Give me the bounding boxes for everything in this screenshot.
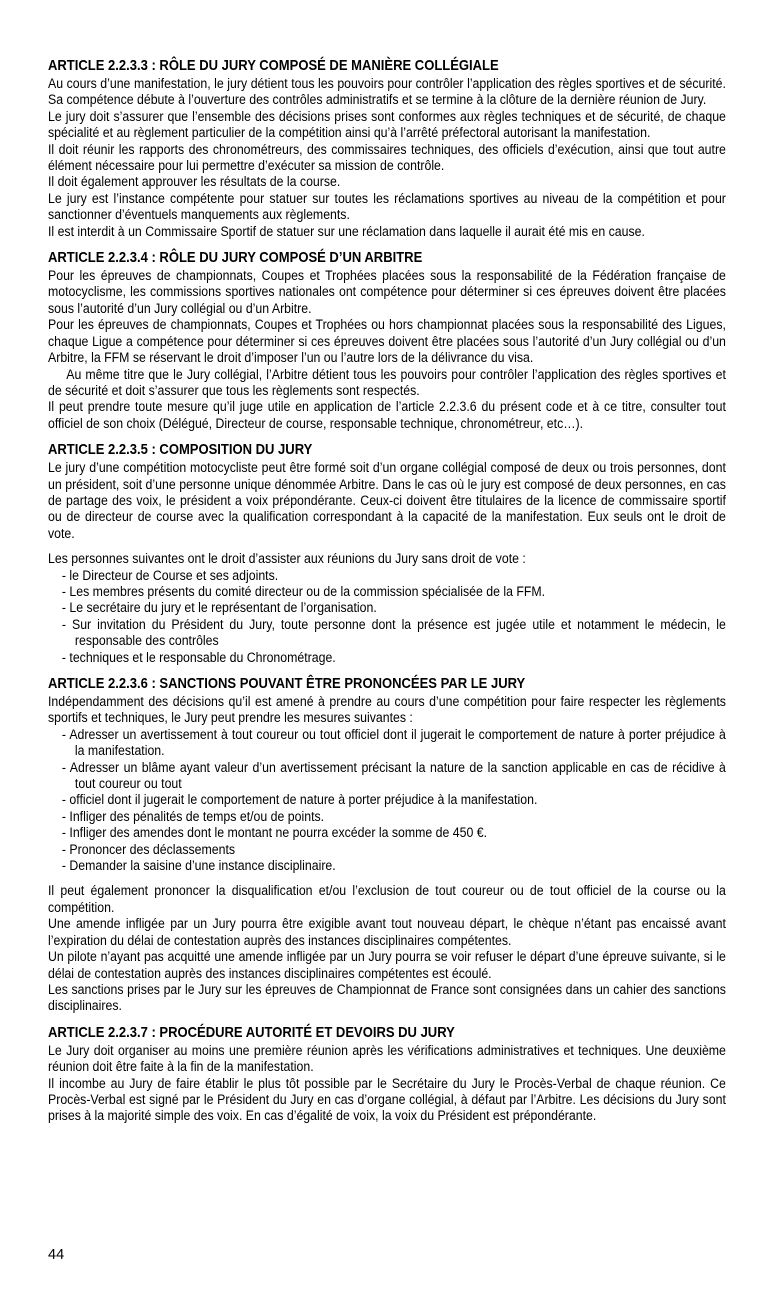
paragraph: Au cours d’une manifestation, le jury détient tous les pouvoirs pour contrôler l’application des règles sportives et de sécurité. Sa compétence débute à l’ouverture des contrôles administratifs et se termine à la clôture de la dernière réunion de Jury. — [48, 76, 726, 109]
article-heading: ARTICLE 2.2.3.6 : SANCTIONS POUVANT ÊTRE PRONONCÉES PAR LE JURY — [48, 675, 526, 692]
list-item: - Infliger des pénalités de temps et/ou de points. — [61, 808, 325, 825]
paragraph: Indépendamment des décisions qu’il est amené à prendre au cours d’une compétition pour faire respecter les règlements sportifs et techniques, le Jury peut prendre les mesures suivantes : — [48, 694, 726, 727]
article-section — [48, 675, 726, 1015]
paragraph: Il incombe au Jury de faire établir le plus tôt possible par le Secrétaire du Jury le Procès-Verbal de chaque réunion. Ce Procès-Verbal est signé par le Président du Jury en cas d’organe collégial, à défaut par l’Arbitre. Les décisions du Jury sont prises à la majorité simple des voix. En cas d’égalité de voix, la voix du Président est prépondérante. — [48, 1075, 726, 1125]
paragraph: Le jury d’une compétition motocycliste peut être formé soit d’un organe collégial composé de deux ou trois personnes, dont un président, soit d’une personne unique dénommée Arbitre. Dans le cas où le jury est composé de deux personnes, en cas de partage des voix, le président a voix prépondérante. Ceux-ci doivent être titulaires de la licence de commissaire sportif ou de directeur de course avec la qualification correspondant à la capacité de la manifestation. Eux seuls ont le droit de vote. — [48, 460, 726, 542]
list-item: - techniques et le responsable du Chronométrage. — [61, 649, 336, 666]
list-item: - le Directeur de Course et ses adjoints. — [61, 567, 279, 584]
article-heading: ARTICLE 2.2.3.4 : RÔLE DU JURY COMPOSÉ D’UN ARBITRE — [48, 249, 423, 267]
paragraph: Il est interdit à un Commissaire Sportif de statuer sur une réclamation dans laquelle il aurait été mis en cause. — [48, 223, 645, 240]
list-item: - officiel dont il jugerait le comportement de nature à porter préjudice à la manifestation. — [61, 792, 538, 809]
list-item: - Les membres présents du comité directeur ou de la commission spécialisée de la FFM. — [61, 583, 546, 600]
paragraph: Une amende infligée par un Jury pourra être exigible avant tout nouveau départ, le chèque n’étant pas encaissé avant l’expiration du délai de contestation auprès des instances disciplinaires compétentes. — [48, 916, 726, 949]
list-item: - Le secrétaire du jury et le représentant de l’organisation. — [61, 600, 377, 617]
paragraph: Pour les épreuves de championnats, Coupes et Trophées placées sous la responsabilité de la Fédération française de motocyclisme, les commissions sportives nationales ont compétence pour déterminer si ces épreuves doivent être placées sous l’autorité d’un Jury collégial ou d’un Arbitre. — [48, 268, 726, 317]
page-number: 44 — [48, 1247, 65, 1263]
list-item: - Adresser un blâme ayant valeur d’un avertissement précisant la nature de la sanction applicable en cas de récidive à tout coureur ou tout — [61, 759, 726, 793]
article-section — [48, 249, 726, 432]
paragraph: Il peut prendre toute mesure qu’il juge utile en application de l’article 2.2.3.6 du présent code et à ce titre, consulter tout officiel de son choix (Délégué, Directeur de course, responsable technique, chronométreur, etc…). — [48, 399, 726, 432]
article-section — [48, 57, 726, 240]
list-item: - Demander la saisine d’une instance disciplinaire. — [61, 858, 336, 875]
paragraph: Un pilote n’ayant pas acquitté une amende infligée par un Jury pourra se voir refuser le départ d’une épreuve suivante, si le délai de contestation auprès des instances disciplinaires compétentes est écoulé. — [48, 949, 726, 982]
paragraph: Le Jury doit organiser au moins une première réunion après les vérifications administratives et techniques. Une deuxième réunion doit être faite à la fin de la manifestation. — [48, 1042, 726, 1076]
article-heading: ARTICLE 2.2.3.3 : RÔLE DU JURY COMPOSÉ DE MANIÈRE COLLÉGIALE — [48, 57, 499, 74]
dash-list — [48, 727, 726, 875]
paragraph: Au même titre que le Jury collégial, l’Arbitre détient tous les pouvoirs pour contrôler l’application des règles sportives et de sécurité et doit s’assurer que tous les règlements sont respectés. — [48, 366, 726, 399]
paragraph: Le jury est l’instance compétente pour statuer sur toutes les réclamations sportives au niveau de la compétition et pour sanctionner d’éventuels manquements aux règlements. — [48, 190, 726, 224]
paragraph: Pour les épreuves de championnats, Coupes et Trophées ou hors championnat placées sous la responsabilité des Ligues, chaque Ligue a compétence pour déterminer si ces épreuves doivent être placées sous l’autorité d’un Jury collégial ou d’un Arbitre, la FFM se réservant le droit d’imposer l’un ou l’autre lors de la délivrance du visa. — [48, 317, 726, 367]
paragraph: Les sanctions prises par le Jury sur les épreuves de Championnat de France sont consignées dans un cahier des sanctions disciplinaires. — [48, 981, 726, 1015]
paragraph: Il doit également approuver les résultats de la course. — [48, 174, 341, 191]
paragraph: Il doit réunir les rapports des chronométreurs, des commissaires techniques, des officiels d’exécution, ainsi que tout autre élément nécessaire pour lui permettre d’exécuter sa mission de contrôle. — [48, 141, 726, 175]
list-item: - Sur invitation du Président du Jury, toute personne dont la présence est jugée utile et notamment le médecin, le responsable des contrôles — [61, 616, 726, 650]
paragraph: Le jury doit s’assurer que l’ensemble des décisions prises sont conformes aux règles techniques et de sécurité, de chaque spécialité et au règlement particulier de la compétition ainsi qu’à l’arrêté préfectoral autorisant la manifestation. — [48, 108, 726, 142]
article-section — [48, 1024, 726, 1125]
article-heading: ARTICLE 2.2.3.7 : PROCÉDURE AUTORITÉ ET DEVOIRS DU JURY — [48, 1023, 455, 1041]
list-item: - Infliger des amendes dont le montant ne pourra excéder la somme de 450 €. — [61, 825, 488, 842]
paragraph: Il peut également prononcer la disqualification et/ou l’exclusion de tout coureur ou de tout officiel de la course ou la compétition. — [48, 883, 726, 916]
list-item: - Prononcer des déclassements — [61, 841, 236, 858]
paragraph: Les personnes suivantes ont le droit d’assister aux réunions du Jury sans droit de vote : — [48, 551, 526, 568]
article-section — [48, 441, 726, 666]
page-content — [48, 57, 726, 1125]
article-heading: ARTICLE 2.2.3.5 : COMPOSITION DU JURY — [48, 441, 313, 459]
dash-list — [48, 568, 726, 666]
list-item: - Adresser un avertissement à tout coureur ou tout officiel dont il jugerait le comportement de nature à porter préjudice à la manifestation. — [61, 726, 726, 760]
